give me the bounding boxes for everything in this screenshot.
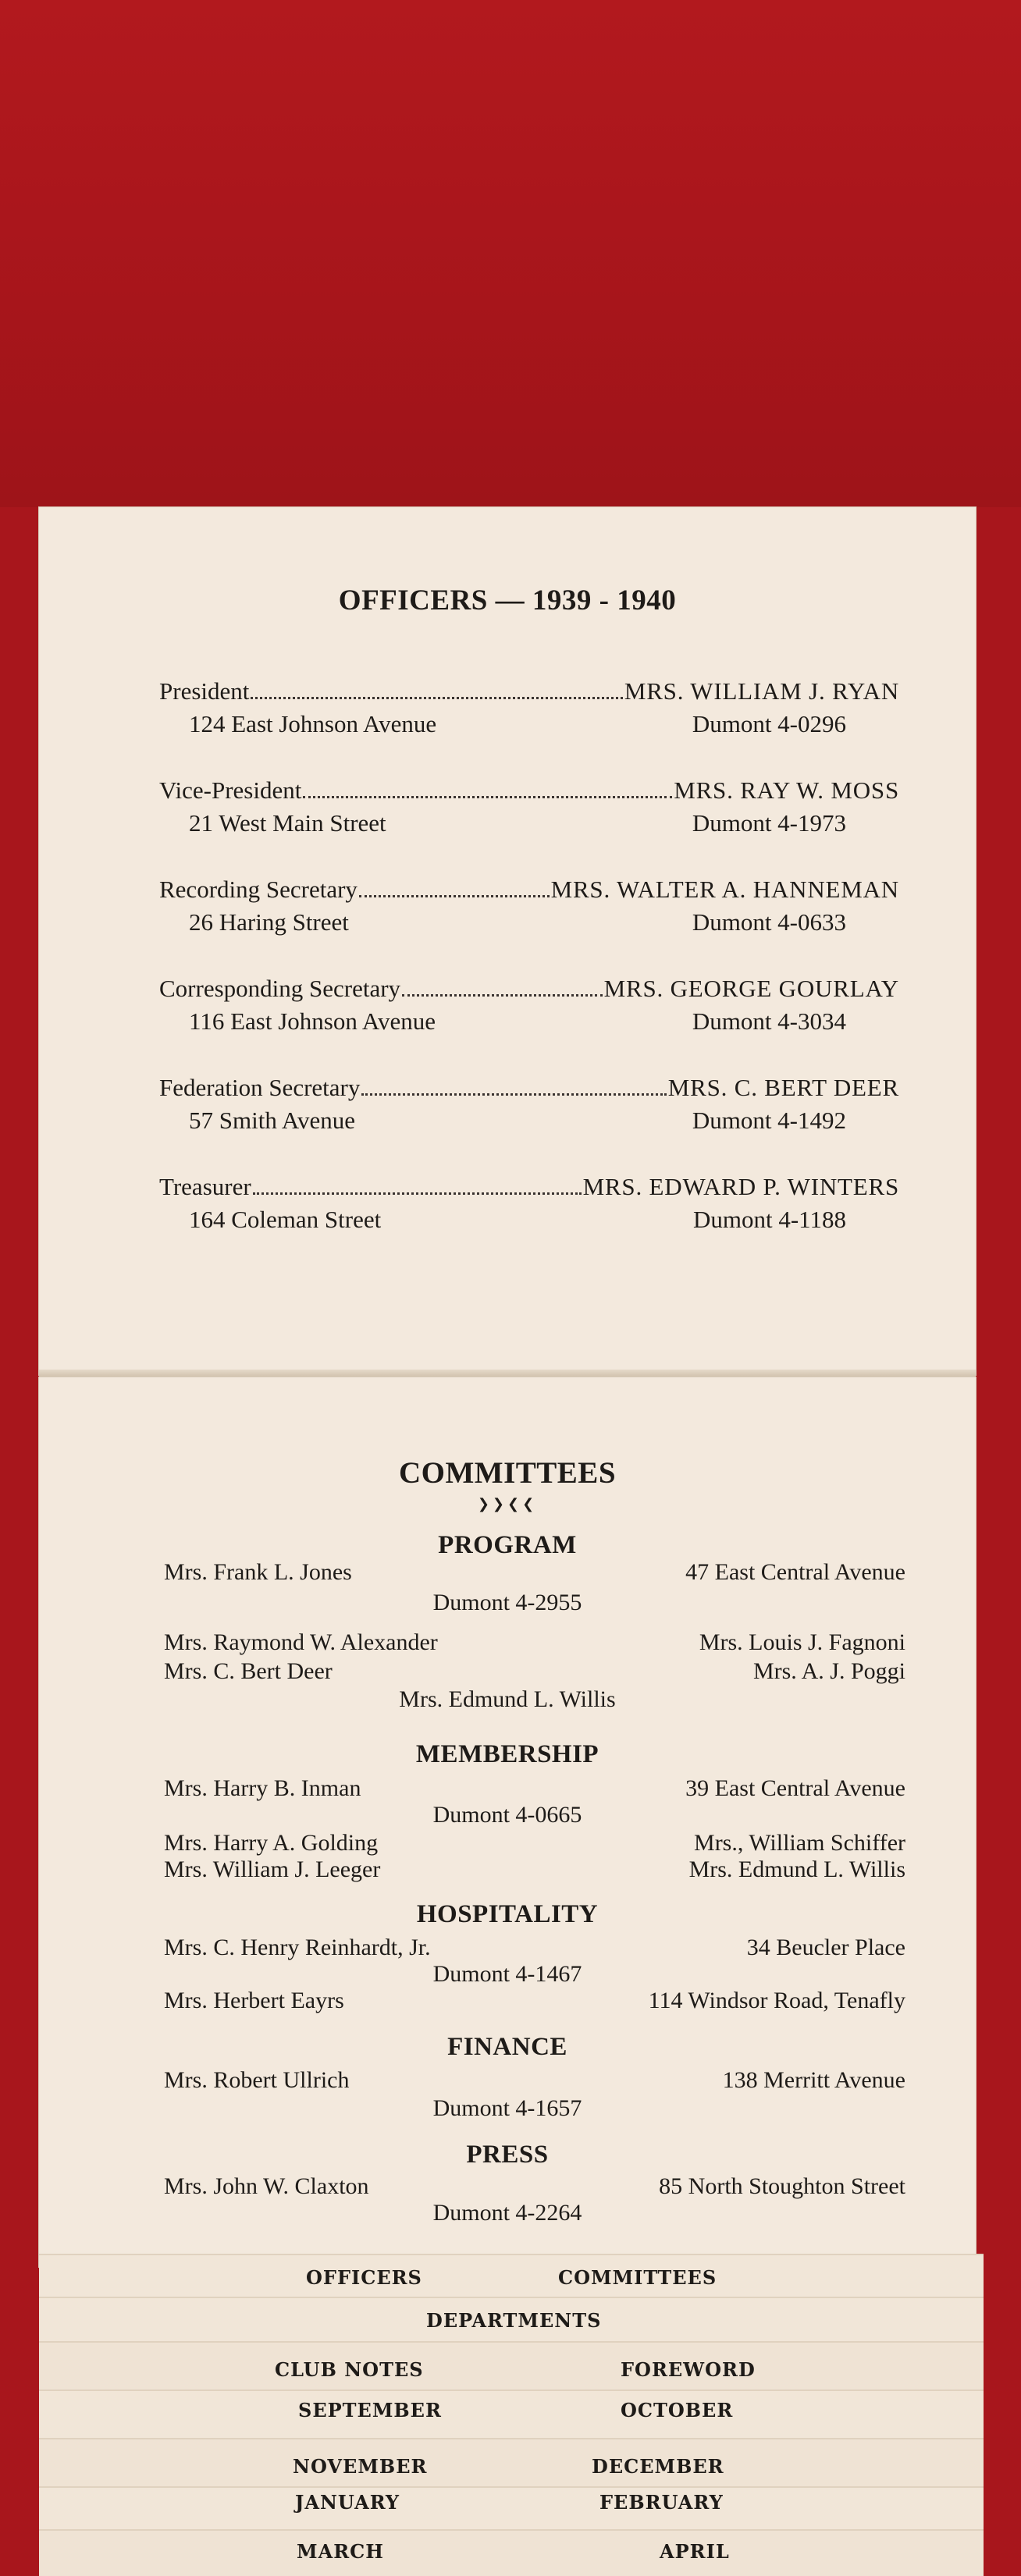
hospitality-chair-phone: Dumont 4-1467 [432, 1961, 582, 1987]
tab-march[interactable]: MARCH [297, 2540, 384, 2563]
officer-entry-vice-president [159, 776, 899, 837]
finance-chair-row [164, 2067, 905, 2094]
tab-strip-mar-apr[interactable] [39, 2529, 984, 2576]
tab-departments[interactable]: DEPARTMENTS [426, 2309, 602, 2332]
leader-dots [359, 895, 550, 897]
press-chair-row [164, 2173, 905, 2200]
press-heading: PRESS [466, 2141, 549, 2169]
officer-role: Federation Secretary [159, 1074, 361, 1101]
tab-foreword[interactable]: FOREWORD [621, 2358, 756, 2381]
program-member: Mrs. Edmund L. Willis [399, 1686, 616, 1712]
press-chair: Mrs. John W. Claxton [164, 2173, 369, 2199]
hospitality-member-address: 114 Windsor Road, Tenafly [648, 1988, 905, 2013]
officer-role: Corresponding Secretary [159, 975, 401, 1002]
officer-name: MRS. WALTER A. HANNEMAN [550, 876, 899, 903]
membership-member: Mrs. William J. Leeger [164, 1856, 381, 1882]
officer-role: Treasurer [159, 1173, 251, 1200]
tab-strip-jan-feb[interactable] [39, 2486, 984, 2531]
officer-name: MRS. GEORGE GOURLAY [603, 975, 899, 1002]
press-chair-phone: Dumont 4-2264 [432, 2200, 582, 2226]
hospitality-chair: Mrs. C. Henry Reinhardt, Jr. [164, 1935, 431, 1960]
officer-phone: Dumont 4-1492 [692, 1107, 846, 1134]
tab-strip-nov-dec[interactable] [39, 2438, 984, 2488]
membership-member: Mrs., William Schiffer [694, 1830, 905, 1856]
officer-phone: Dumont 4-3034 [692, 1007, 846, 1035]
officer-entry-treasurer [159, 1173, 899, 1234]
committees-title: COMMITTEES [398, 1456, 617, 1490]
tab-january[interactable]: JANUARY [295, 2491, 400, 2514]
officer-name: MRS. WILLIAM J. RYAN [624, 677, 899, 705]
hospitality-chair-row [164, 1935, 905, 1961]
officer-entry-federation-secretary [159, 1074, 899, 1135]
hospitality-heading: HOSPITALITY [416, 1900, 599, 1928]
program-member: Mrs. C. Bert Deer [164, 1658, 333, 1684]
leader-dots [361, 1093, 666, 1096]
officer-role: Vice-President [159, 776, 302, 804]
tab-committees[interactable]: COMMITTEES [558, 2266, 717, 2289]
membership-members-row [164, 1830, 905, 1856]
officer-address: 116 East Johnson Avenue [189, 1007, 436, 1035]
tab-december[interactable]: DECEMBER [592, 2455, 724, 2478]
tab-officers[interactable]: OFFICERS [306, 2266, 422, 2289]
tab-strip-officers-committees[interactable] [39, 2254, 984, 2298]
ornament-icon: ❯❯❮❮ [477, 1496, 538, 1512]
tab-november[interactable]: NOVEMBER [293, 2455, 428, 2478]
hospitality-members-row [164, 1988, 905, 2014]
committees-page [39, 1377, 976, 2267]
leader-dots [251, 697, 622, 699]
leader-dots [303, 796, 672, 798]
membership-chair: Mrs. Harry B. Inman [164, 1775, 361, 1801]
tab-february[interactable]: FEBRUARY [599, 2491, 724, 2514]
hospitality-member: Mrs. Herbert Eayrs [164, 1988, 344, 2013]
program-members-row [164, 1629, 905, 1656]
officer-phone: Dumont 4-0296 [692, 710, 846, 737]
tab-september[interactable]: SEPTEMBER [298, 2399, 442, 2421]
membership-chair-row [164, 1775, 905, 1802]
officer-name: MRS. EDWARD P. WINTERS [582, 1173, 899, 1200]
officers-title: OFFICERS — 1939 - 1940 [338, 584, 677, 616]
program-heading: PROGRAM [438, 1531, 577, 1559]
officer-name: MRS. C. BERT DEER [667, 1074, 899, 1101]
officer-address: 26 Haring Street [189, 908, 349, 936]
officer-phone: Dumont 4-1188 [692, 1206, 846, 1233]
program-member: Mrs. Louis J. Fagnoni [699, 1629, 905, 1655]
officer-address: 164 Coleman Street [189, 1206, 382, 1233]
tab-strip-notes-months[interactable] [39, 2341, 984, 2391]
officer-entry-recording-secretary [159, 876, 899, 936]
membership-members-row [164, 1856, 905, 1883]
officer-role: Recording Secretary [159, 876, 358, 903]
program-chair-phone: Dumont 4-2955 [432, 1590, 582, 1615]
leader-dots [402, 994, 603, 997]
program-chair-address: 47 East Central Avenue [685, 1559, 905, 1585]
membership-member: Mrs. Harry A. Golding [164, 1830, 379, 1856]
membership-heading: MEMBERSHIP [415, 1740, 599, 1768]
officer-entry-president [159, 677, 899, 738]
officer-phone: Dumont 4-1973 [692, 809, 846, 837]
officer-address: 57 Smith Avenue [189, 1107, 355, 1134]
membership-chair-address: 39 East Central Avenue [685, 1775, 905, 1801]
program-member: Mrs. A. J. Poggi [752, 1658, 905, 1684]
officer-entry-corresponding-secretary [159, 975, 899, 1036]
press-chair-address: 85 North Stoughton Street [659, 2173, 905, 2199]
officer-role: President [159, 677, 250, 705]
finance-chair-phone: Dumont 4-1657 [432, 2095, 582, 2121]
officers-page [39, 507, 976, 1375]
tab-october[interactable]: OCTOBER [621, 2399, 734, 2421]
tab-club-notes[interactable]: CLUB NOTES [275, 2358, 424, 2381]
officer-address: 124 East Johnson Avenue [189, 710, 437, 737]
officer-address: 21 West Main Street [189, 809, 386, 837]
finance-chair-address: 138 Merritt Avenue [722, 2067, 905, 2093]
tab-strip-departments[interactable] [39, 2297, 984, 2343]
membership-member: Mrs. Edmund L. Willis [688, 1856, 905, 1882]
program-members-row [164, 1658, 905, 1685]
program-member: Mrs. Raymond W. Alexander [164, 1629, 438, 1655]
program-chair-row [164, 1559, 905, 1586]
tab-april[interactable]: APRIL [660, 2540, 730, 2563]
red-cover [0, 0, 1021, 507]
finance-chair: Mrs. Robert Ullrich [164, 2067, 350, 2093]
leader-dots [253, 1192, 582, 1195]
program-chair: Mrs. Frank L. Jones [164, 1559, 352, 1585]
membership-chair-phone: Dumont 4-0665 [432, 1802, 582, 1828]
officer-name: MRS. RAY W. MOSS [674, 776, 899, 804]
hospitality-chair-address: 34 Beucler Place [746, 1935, 905, 1960]
officer-phone: Dumont 4-0633 [692, 908, 846, 936]
tab-strip-sep-oct[interactable] [39, 2389, 984, 2439]
finance-heading: FINANCE [447, 2033, 567, 2061]
